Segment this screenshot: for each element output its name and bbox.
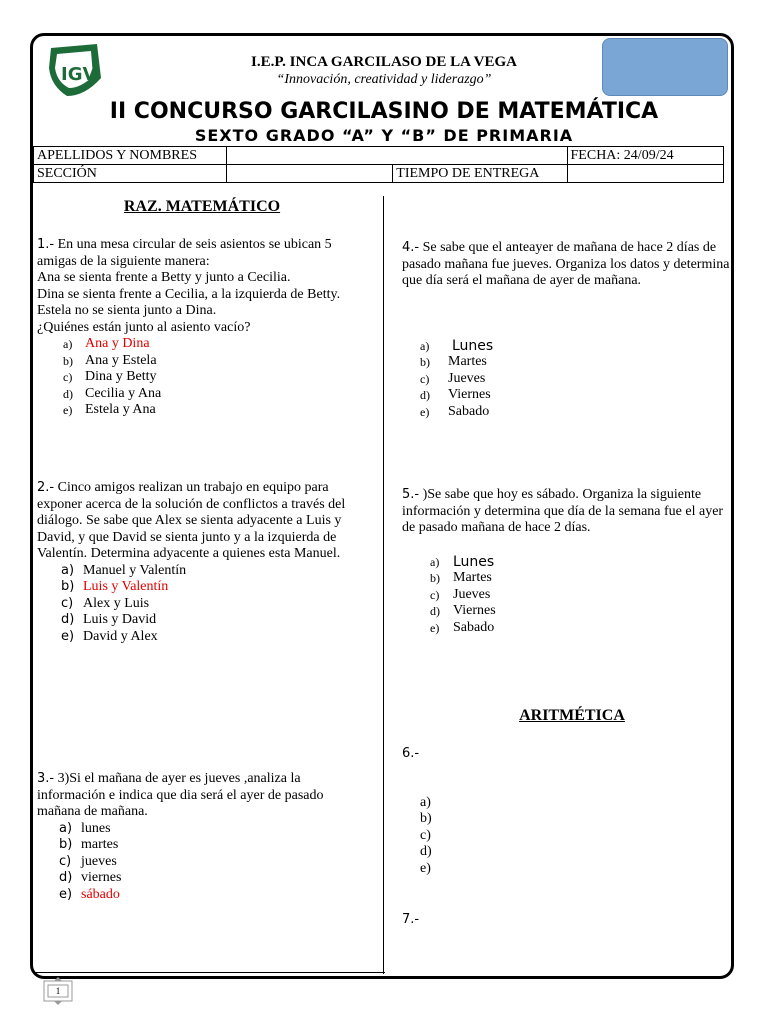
q3-number: 3.- xyxy=(37,771,55,786)
q2-text: Cinco amigos realizan un trabajo en equipo para exponer acerca de la solución de conflictos a través del diálogo. Se sabe que Alex se sienta adyacente a Luis y David, y que David se sienta junto y a la izquierda de Valentín. Determina adyacente a quienes esta Manuel. xyxy=(37,480,346,561)
option-letter: b) xyxy=(430,571,440,585)
option-a[interactable] xyxy=(420,795,732,812)
option-c[interactable] xyxy=(420,371,732,388)
q6-options xyxy=(420,795,732,878)
option-a[interactable] xyxy=(63,336,367,353)
option-c[interactable] xyxy=(430,587,734,604)
question-7 xyxy=(402,912,732,929)
option-letter: c) xyxy=(420,827,431,843)
question-2 xyxy=(37,480,367,645)
logo-text: IGV xyxy=(61,64,97,85)
option-letter: d) xyxy=(61,612,75,627)
school-name: I.E.P. INCA GARCILASO DE LA VEGA xyxy=(251,54,517,70)
option-text: Lunes xyxy=(453,553,495,570)
option-b[interactable] xyxy=(59,837,367,854)
names-field[interactable] xyxy=(226,147,567,165)
option-text: jueves xyxy=(81,853,117,869)
option-text: Ana y Dina xyxy=(85,336,150,351)
option-letter: e) xyxy=(420,860,431,876)
column-divider xyxy=(383,196,384,974)
option-letter: e) xyxy=(59,886,73,902)
q5-options xyxy=(430,554,734,637)
option-a[interactable] xyxy=(61,563,367,580)
option-letter: a) xyxy=(61,562,75,578)
option-d[interactable] xyxy=(420,844,732,861)
option-c[interactable] xyxy=(59,854,367,871)
option-letter: e) xyxy=(430,620,440,635)
q1-text-line: En una mesa circular de seis asientos se ubican 5 amigas de la siguiente manera: xyxy=(37,237,332,269)
option-letter: a) xyxy=(430,554,440,569)
delivery-field[interactable] xyxy=(567,165,723,183)
option-text: Jueves xyxy=(448,370,486,386)
option-letter: d) xyxy=(430,604,440,618)
option-b[interactable] xyxy=(63,353,367,370)
contest-title: II CONCURSO GARCILASINO DE MATEMÁTICA xyxy=(109,99,659,124)
option-text: Sabado xyxy=(448,403,490,419)
option-text: Dina y Betty xyxy=(85,369,157,384)
option-text: Jueves xyxy=(453,586,491,602)
q2-options xyxy=(61,563,367,646)
q1-text-line: Estela no se sienta junto a Dina. xyxy=(37,303,217,318)
option-letter: d) xyxy=(63,386,73,401)
delivery-label: TIEMPO DE ENTREGA xyxy=(393,165,567,183)
option-text: Ana y Estela xyxy=(85,352,157,368)
option-text: Viernes xyxy=(453,603,496,618)
option-a[interactable] xyxy=(59,821,367,838)
option-letter: c) xyxy=(61,595,74,611)
option-letter: b) xyxy=(63,353,73,368)
option-letter: c) xyxy=(420,371,430,386)
question-1 xyxy=(37,237,367,419)
section-field[interactable] xyxy=(226,165,393,183)
q1-number: 1.- xyxy=(37,237,55,252)
option-text: Martes xyxy=(453,570,492,585)
option-b[interactable] xyxy=(61,579,367,596)
option-text: lunes xyxy=(81,820,111,836)
option-d[interactable] xyxy=(61,612,367,629)
option-e[interactable] xyxy=(420,861,732,878)
option-letter: a) xyxy=(420,794,431,810)
option-text: sábado xyxy=(81,886,120,902)
option-letter: b) xyxy=(420,355,430,369)
option-letter: b) xyxy=(61,579,75,594)
section-title-raz: RAZ. MATEMÁTICO xyxy=(123,198,281,215)
option-letter: d) xyxy=(59,870,73,885)
option-a[interactable] xyxy=(430,554,734,571)
option-c[interactable] xyxy=(420,828,732,845)
option-text: Martes xyxy=(448,354,487,369)
page-number-ornament xyxy=(40,977,76,1005)
section-label: SECCIÓN xyxy=(34,165,227,183)
q3-options xyxy=(59,821,367,904)
option-e[interactable] xyxy=(63,402,367,419)
page-number: 1 xyxy=(55,986,61,996)
option-e[interactable] xyxy=(420,404,732,421)
q4-options xyxy=(420,338,732,421)
option-letter: a) xyxy=(63,337,73,351)
q2-number: 2.- xyxy=(37,480,55,495)
option-d[interactable] xyxy=(430,603,734,620)
option-letter: a) xyxy=(420,338,430,353)
option-letter: b) xyxy=(420,811,432,826)
option-letter: e) xyxy=(63,403,73,417)
question-3 xyxy=(37,771,367,903)
grade-title: SEXTO GRADO “A” Y “B” DE PRIMARIA xyxy=(194,126,574,145)
option-c[interactable] xyxy=(63,369,367,386)
q3-text: 3)Si el mañana de ayer es jueves ,analiza la información e indica que dia será el ayer de pasado mañana de mañana. xyxy=(37,771,324,819)
option-text: Estela y Ana xyxy=(85,402,156,417)
option-text: Lunes xyxy=(452,337,494,354)
option-letter: d) xyxy=(420,388,430,402)
option-letter: e) xyxy=(61,628,75,644)
bottom-rule xyxy=(33,972,385,973)
option-letter: d) xyxy=(420,844,432,859)
q1-text-line: Dina se sienta frente a Cecilia, a la izquierda de Betty. xyxy=(37,286,341,302)
school-motto: “Innovación, creatividad y liderazgo” xyxy=(276,72,492,87)
option-text: Viernes xyxy=(448,387,491,402)
section-title-arith: ARITMÉTICA xyxy=(519,707,625,724)
q7-number: 7.- xyxy=(402,912,420,927)
question-4 xyxy=(402,240,732,420)
q1-text-line: Ana se sienta frente a Betty y junto a Cecilia. xyxy=(37,270,291,285)
option-letter: e) xyxy=(420,404,430,419)
option-e[interactable] xyxy=(430,620,734,637)
option-a[interactable] xyxy=(420,338,732,355)
left-column xyxy=(37,199,367,216)
option-text: David y Alex xyxy=(83,628,158,644)
q1-text-line: ¿Quiénes están junto al asiento vacío? xyxy=(37,319,251,335)
q1-options xyxy=(63,336,367,419)
option-text: Luis y Valentín xyxy=(83,579,169,594)
option-text: Sabado xyxy=(453,619,495,635)
option-b[interactable] xyxy=(420,811,732,828)
option-text: Luis y David xyxy=(83,612,157,627)
student-info-table xyxy=(33,146,724,183)
date-label: FECHA: 24/09/24 xyxy=(567,147,723,165)
option-text: Alex y Luis xyxy=(83,595,150,611)
option-letter: a) xyxy=(59,820,73,836)
option-b[interactable] xyxy=(430,570,734,587)
option-b[interactable] xyxy=(420,354,732,371)
option-d[interactable] xyxy=(63,386,367,403)
option-e[interactable] xyxy=(61,629,367,646)
option-letter: c) xyxy=(63,370,73,384)
option-text: viernes xyxy=(81,870,122,885)
option-e[interactable] xyxy=(59,887,367,904)
option-letter: c) xyxy=(59,853,72,869)
question-5 xyxy=(402,487,734,636)
option-text: martes xyxy=(81,837,119,852)
q4-text: Se sabe que el anteayer de mañana de hace 2 días de pasado mañana fue jueves. Organiza los datos y determina que día será el mañana de ayer de mañana. xyxy=(402,240,730,288)
arithmetic-section xyxy=(402,708,742,725)
option-d[interactable] xyxy=(59,870,367,887)
q5-number: 5.- xyxy=(402,487,420,502)
option-letter: c) xyxy=(430,587,440,602)
question-6 xyxy=(402,746,732,877)
q5-text: )Se sabe que hoy es sábado. Organiza la siguiente información y determina que día de la semana fue el ayer de pasado mañana de hace 2 días. xyxy=(402,487,724,535)
option-letter: b) xyxy=(59,837,73,852)
option-text: Cecilia y Ana xyxy=(85,385,162,401)
option-text: Manuel y Valentín xyxy=(83,562,187,578)
q4-number: 4.- xyxy=(402,240,420,255)
option-d[interactable] xyxy=(420,387,732,404)
q6-number: 6.- xyxy=(402,746,420,761)
option-c[interactable] xyxy=(61,596,367,613)
names-label: APELLIDOS Y NOMBRES xyxy=(34,147,227,165)
